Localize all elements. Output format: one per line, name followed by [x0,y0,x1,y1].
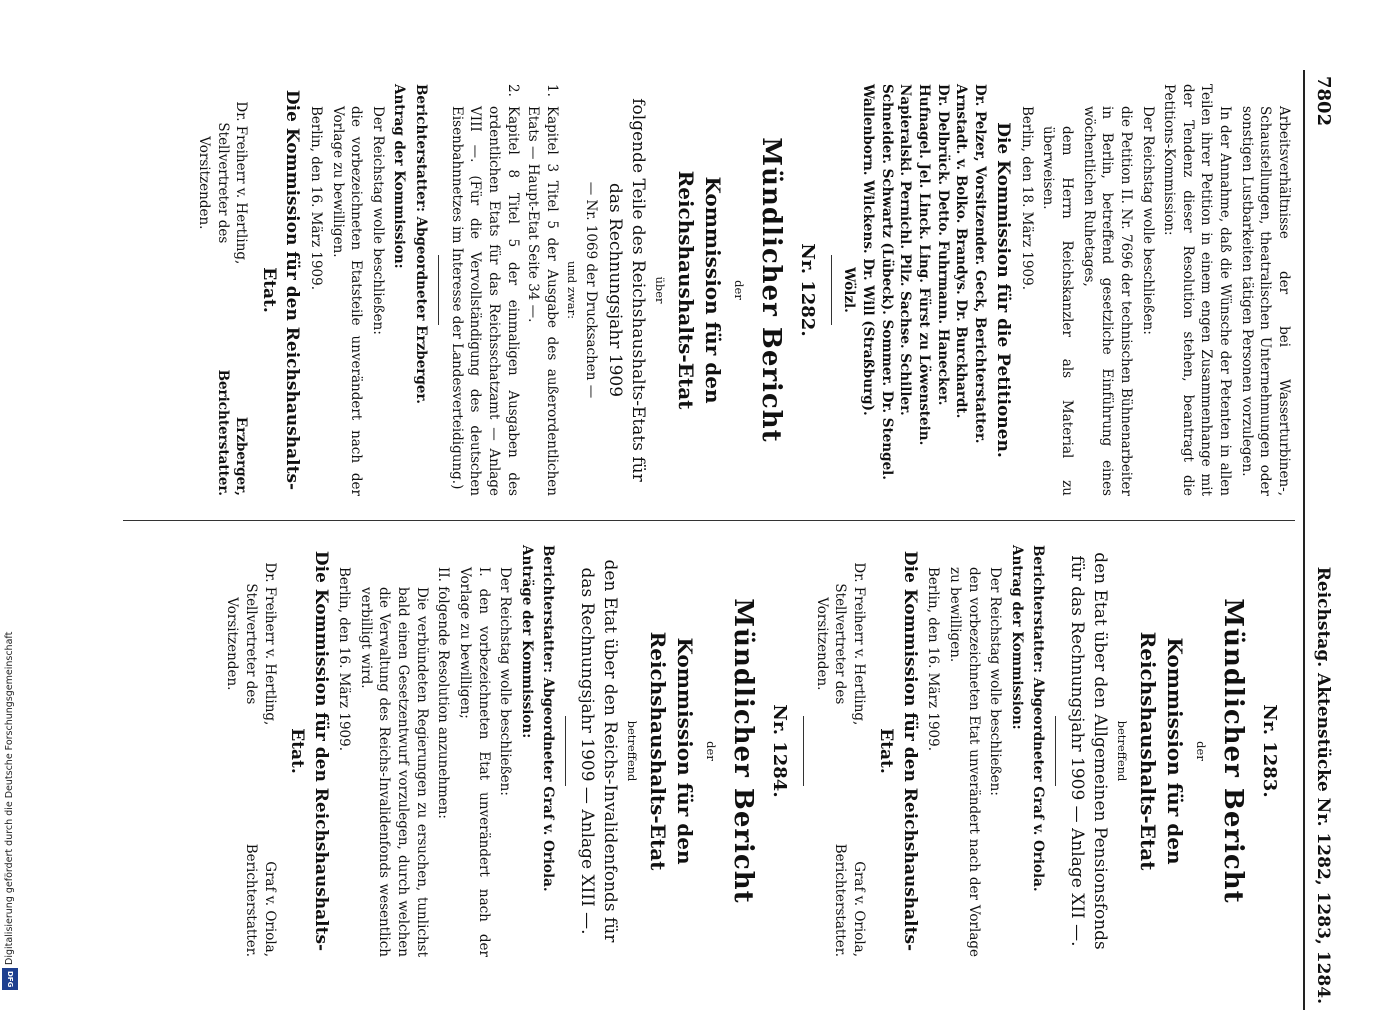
columns [119,70,1299,1010]
und-zwar: und zwar: [564,261,579,319]
antraege-item-2: II. folgende Resolution anzunehmen: [435,567,452,819]
antrag-label: Antrag der Kommission: [391,84,408,269]
date-line: Berlin, den 16. März 1909. [925,567,942,752]
list-item [524,84,561,496]
member-line: Arnstadt. v. Bolko. Brandys. Dr. Burckhardt. [953,84,970,419]
berichterstatter: Berichterstatter: Abgeordneter Graf v. Oriola. [540,545,557,892]
section-divider [1055,716,1056,786]
antrag-intro: Der Reichstag wolle beschließen: [987,567,1004,796]
antraege-intro: Der Reichstag wolle beschließen: [497,567,514,796]
signature-block [812,545,868,957]
report-subject: den Etat über den Allgemeinen Pensionsfonds für das Rechnungsjahr 1909 — Anlage XII —. [1066,552,1111,950]
column-divider [123,520,1295,521]
signature-right: Graf v. Oriola, Berichterstatter. [832,843,867,957]
signature-left: Dr. Freiherr v. Hertling, Stellvertreter des Vorsitzenden. [813,562,867,726]
motion-intro: Der Reichstag wolle beschließen: [1139,106,1156,335]
signature-right: Graf v. Oriola, Berichterstatter. [243,843,278,957]
antrag-intro: Der Reichstag wolle beschließen: [369,106,386,335]
member-line: Wölzl. [841,267,858,313]
section-divider [565,716,566,786]
berichterstatter: Berichterstatter: Abgeordneter Graf v. Oriola. [1030,545,1047,892]
left-column [119,70,1299,510]
antrag-label: Antrag der Kommission: [1008,545,1025,730]
signature-right: Erzberger, Berichterstatter. [214,369,250,496]
digitization-credit: Digitalisierung gefördert durch die Deutsche Forschungsgemeinschaft [4,631,15,965]
report-title: Mündlicher Bericht [755,137,786,443]
member-list [840,84,989,496]
member-line: Dr. Pelzer, Vorsitzender. Geck, Berichterstatter. [971,84,988,444]
section-divider [803,716,804,786]
date-line: Berlin, den 18. März 1909. [1018,106,1035,291]
digitization-strip [0,0,22,1000]
section-divider [438,255,439,325]
commission-name: Kommission für den Reichshaushalts-Etat [673,170,726,410]
report-betreffend: betreffend [625,720,640,782]
signature-block [195,84,251,496]
report-subject: den Etat über den Reichs-Invalidenfonds für das Rechnungsjahr 1909 — Anlage XIII —. [576,559,621,943]
report-number-1283: Nr. 1283. [1259,704,1280,798]
antrag-text: den vorbezeichneten Etat unverändert nach der Vorlage zu bewilligen. [946,567,982,957]
report-title: Mündlicher Bericht [728,598,759,904]
right-column [119,531,1299,971]
signature-left: Dr. Freiherr v. Hertling, Stellvertreter des Vorsitzenden. [196,101,250,265]
report-der: der [704,741,719,761]
report-der: der [1194,741,1209,761]
resolution-text: Die verbündeten Regierungen zu ersuchen, tunlichst bald einen Gesetzentwurf vorzulegen, durch welchen die Verwaltung des Reichs-Invalidenfonds wesentlich verbilligt wird. [357,587,430,957]
member-line: Dr. Delbrück. Detto. Fuhrmann. Hanecker. [934,84,951,406]
antrag-text: die vorbezeichneten Etatsteile unverändert nach der Vorlage zu bewilligen. [329,106,365,496]
intro-paragraph-2: In der Annahme, daß die Wünsche der Petenten in allen Teilen ihrer Petition in einem engen Zusammenhange mit der Tendenz dieser Resolution stehen, beantragt die Petitions-Kommission: [1161,84,1234,496]
intro-paragraph-1: Arbeitsverhältnisse der bei Wasserturbinen-, Schaustellungen, theatralischen Unternehmungen oder sonstigen Lustbarkeiten tätigen Personen vorzulegen. [1238,106,1292,496]
list-text: Kapitel 8 Titel 5 der einmaligen Ausgaben des ordentlichen Etats für das Reichsschatzamt — Anlage VIII —. (Für die Vervollständigung des deutschen Eisenbahnnetzes im Interesse der Landesverteidigung.) [448,106,521,496]
commission-signature-title: Die Kommission für den Reichshaushalts-Etat. [287,550,331,952]
commission-title: Die Kommission für die Petitionen. [993,122,1014,458]
member-line: Wallenborn. Wilckens. Dr. Will (Straßburg). [860,84,877,416]
commission-name: Kommission für den Reichshaushalts-Etat [645,631,698,871]
date-line: Berlin, den 16. März 1909. [307,106,324,291]
signature-left: Dr. Freiherr v. Hertling, Stellvertreter des Vorsitzenden. [224,562,278,726]
list-number: 1. [543,84,560,97]
commission-signature-title: Die Kommission für den Reichshaushalts-Etat. [876,550,920,952]
dfg-logo-icon: DFG [2,968,18,990]
report-betreffend: betreffend [1115,720,1130,782]
date-line: Berlin, den 16. März 1909. [336,567,353,752]
report-der: der [732,280,747,300]
motion-text-2: dem Herrn Reichskanzler als Material zu überweisen. [1040,126,1076,496]
report-number-1284: Nr. 1284. [768,704,790,798]
antraege-item-1: I. den vorbezeichneten Etat unverändert nach der Vorlage zu bewilligen; [456,567,492,957]
berichterstatter: Berichterstatter: Abgeordneter Erzberger. [413,84,430,405]
page-header [1303,70,1335,1010]
list-item [447,84,522,496]
signature-block [223,545,279,957]
document-page [95,70,1335,1010]
list-text: Kapitel 3 Titel 5 der Ausgabe des außerordentlichen Etats — Haupt-Etat Seite 34 —. [525,106,560,496]
report-ueber: über [653,276,668,304]
antraege-label: Anträge der Kommission: [518,545,535,739]
member-line: Schneider. Schwartz (Lübeck). Sommer. Dr. Stengel. [878,84,895,480]
header-title: Reichstag. Aktenstücke Nr. 1282, 1283, 1284. [1313,566,1333,1004]
report-drucksache: — Nr. 1069 der Drucksachen — [583,181,600,399]
report-number-1282: Nr. 1282. [796,243,818,337]
member-line: Napieralski. Pernichl. Pilz. Sachse. Schiller. [897,84,914,416]
report-subject: folgende Teile des Reichshaushalts-Etats für das Rechnungsjahr 1909 [604,98,649,482]
page-number: 7802 [1313,76,1334,127]
commission-signature-title: Die Kommission für den Reichshaushalts-Etat. [258,89,303,491]
member-line: Hufnagel. Jel. Linck. Ling. Fürst zu Löwenstein. [915,84,932,446]
motion-text: die Petition II. Nr. 7696 der technischen Bühnenarbeiter in Berlin, betreffend gesetzliche Einführung eines wöchentlichen Ruhetages, [1080,106,1134,496]
commission-name: Kommission für den Reichshaushalts-Etat [1135,631,1188,871]
list-number: 2. [504,84,521,97]
section-divider [831,255,832,325]
report-title: Mündlicher Bericht [1218,598,1249,904]
